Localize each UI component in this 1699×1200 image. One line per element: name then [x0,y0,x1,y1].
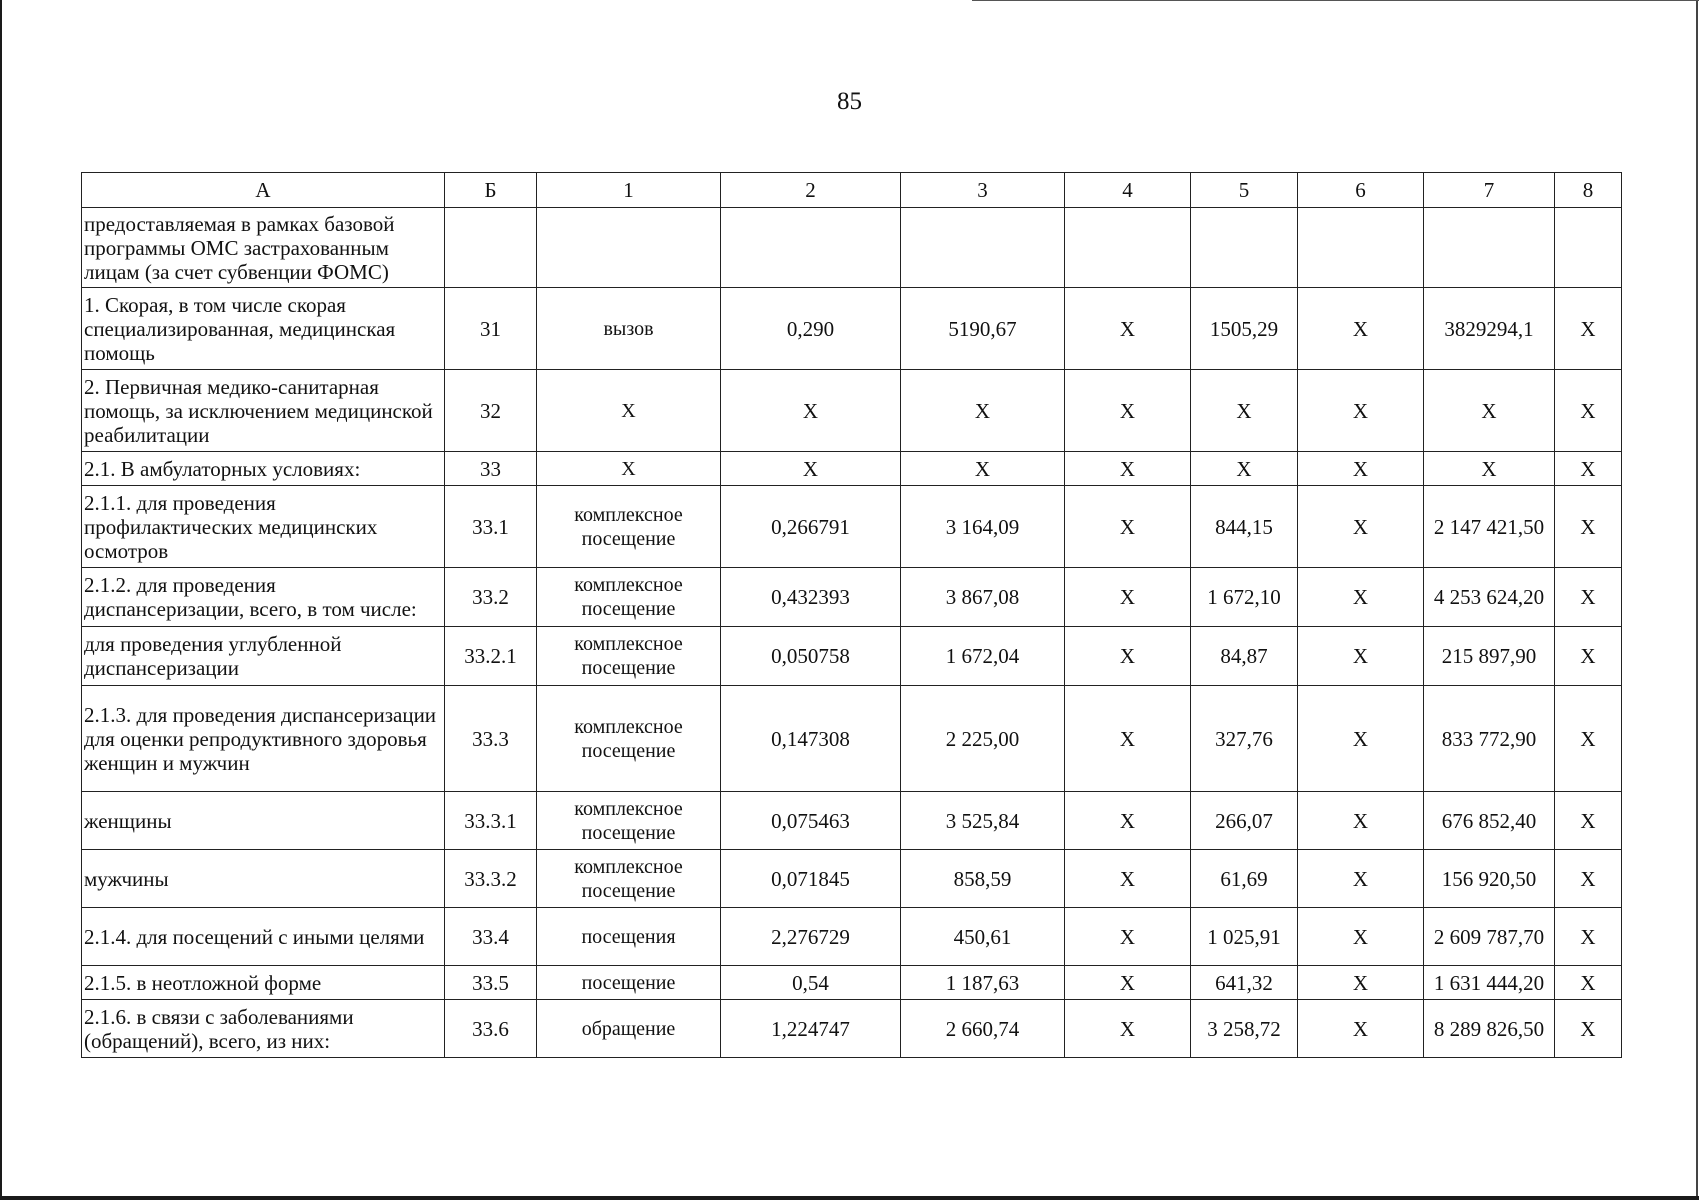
row-col5-cell: X [1191,452,1298,486]
row-col5-cell: 3 258,72 [1191,1000,1298,1058]
table-row [82,452,1622,486]
row-col3-cell: 450,61 [901,908,1065,966]
table-row [82,792,1622,850]
row-name-cell: предоставляемая в рамках базовой программы ОМС застрахованным лицам (за счет субвенции ФОМС) [82,208,445,288]
row-col8-cell: X [1555,1000,1622,1058]
header-cell-a: А [82,173,445,208]
row-col8-cell: X [1555,486,1622,568]
row-code-cell: 33.2 [445,568,537,627]
row-col7-cell: 1 631 444,20 [1424,966,1555,1000]
row-unit-cell: комплексное посещение [537,850,721,908]
row-col7-cell: 3829294,1 [1424,288,1555,370]
row-col8-cell: X [1555,568,1622,627]
header-cell-7: 7 [1424,173,1555,208]
row-col7-cell: 2 147 421,50 [1424,486,1555,568]
row-col2-cell: 0,54 [721,966,901,1000]
row-code-cell: 33.2.1 [445,627,537,686]
row-col4-cell: X [1065,850,1191,908]
row-unit-cell: обращение [537,1000,721,1058]
row-col8-cell [1555,208,1622,288]
row-col4-cell: X [1065,792,1191,850]
row-col2-cell: 0,071845 [721,850,901,908]
row-col3-cell: 858,59 [901,850,1065,908]
table-row [82,966,1622,1000]
row-col4-cell: X [1065,686,1191,792]
row-name-cell: 2.1.6. в связи с заболеваниями (обращений), всего, из них: [82,1000,445,1058]
row-unit-cell: комплексное посещение [537,792,721,850]
row-col5-cell [1191,208,1298,288]
row-code-cell: 33.1 [445,486,537,568]
row-col5-cell: X [1191,370,1298,452]
row-col5-cell: 266,07 [1191,792,1298,850]
row-unit-cell: комплексное посещение [537,568,721,627]
row-code-cell: 33.4 [445,908,537,966]
table-row [82,370,1622,452]
row-col3-cell: 2 660,74 [901,1000,1065,1058]
row-unit-cell [537,208,721,288]
row-col2-cell: 0,075463 [721,792,901,850]
row-col7-cell [1424,208,1555,288]
row-col5-cell: 641,32 [1191,966,1298,1000]
header-cell-4: 4 [1065,173,1191,208]
row-col8-cell: X [1555,792,1622,850]
row-name-cell: 2.1.5. в неотложной форме [82,966,445,1000]
row-col8-cell: X [1555,370,1622,452]
row-col6-cell: X [1298,908,1424,966]
header-cell-1: 1 [537,173,721,208]
row-col4-cell: X [1065,966,1191,1000]
row-col3-cell: 2 225,00 [901,686,1065,792]
row-col7-cell: 676 852,40 [1424,792,1555,850]
row-code-cell: 33.3 [445,686,537,792]
scan-top-rule [972,0,1699,1]
table-body [82,208,1622,1058]
row-name-cell: 2.1. В амбулаторных условиях: [82,452,445,486]
row-name-cell: 1. Скорая, в том числе скорая специализированная, медицинская помощь [82,288,445,370]
row-col4-cell: X [1065,370,1191,452]
row-code-cell: 31 [445,288,537,370]
table-row [82,627,1622,686]
row-col8-cell: X [1555,966,1622,1000]
row-col4-cell: X [1065,288,1191,370]
table-header-row [82,173,1622,208]
scan-right-edge [1696,0,1698,1200]
row-col2-cell: 1,224747 [721,1000,901,1058]
row-col6-cell: X [1298,288,1424,370]
row-col4-cell: X [1065,627,1191,686]
row-col6-cell: X [1298,568,1424,627]
table-row [82,568,1622,627]
header-cell-b: Б [445,173,537,208]
row-col6-cell: X [1298,452,1424,486]
table-row [82,208,1622,288]
row-col7-cell: X [1424,452,1555,486]
row-code-cell: 32 [445,370,537,452]
row-col5-cell: 84,87 [1191,627,1298,686]
row-name-cell: для проведения углубленной диспансеризации [82,627,445,686]
row-col8-cell: X [1555,850,1622,908]
row-unit-cell: комплексное посещение [537,627,721,686]
row-name-cell: женщины [82,792,445,850]
row-col7-cell: 156 920,50 [1424,850,1555,908]
row-col6-cell: X [1298,850,1424,908]
row-col3-cell: 1 187,63 [901,966,1065,1000]
row-col6-cell: X [1298,486,1424,568]
row-col3-cell: 3 164,09 [901,486,1065,568]
row-col5-cell: 1 672,10 [1191,568,1298,627]
row-col4-cell [1065,208,1191,288]
row-col8-cell: X [1555,288,1622,370]
row-col4-cell: X [1065,568,1191,627]
table-row [82,288,1622,370]
row-col6-cell: X [1298,966,1424,1000]
row-col7-cell: 4 253 624,20 [1424,568,1555,627]
row-col2-cell: 0,290 [721,288,901,370]
row-code-cell: 33.6 [445,1000,537,1058]
row-name-cell: 2.1.1. для проведения профилактических медицинских осмотров [82,486,445,568]
row-code-cell: 33.3.1 [445,792,537,850]
row-col5-cell: 1 025,91 [1191,908,1298,966]
row-col4-cell: X [1065,486,1191,568]
row-col7-cell: 833 772,90 [1424,686,1555,792]
row-code-cell: 33.3.2 [445,850,537,908]
row-col8-cell: X [1555,908,1622,966]
row-col5-cell: 327,76 [1191,686,1298,792]
table-row [82,1000,1622,1058]
row-unit-cell: комплексное посещение [537,486,721,568]
row-name-cell: 2.1.3. для проведения диспансеризации для оценки репродуктивного здоровья женщин и мужчин [82,686,445,792]
row-col7-cell: 2 609 787,70 [1424,908,1555,966]
row-col3-cell: 5190,67 [901,288,1065,370]
row-col5-cell: 1505,29 [1191,288,1298,370]
row-code-cell: 33 [445,452,537,486]
row-unit-cell: X [537,370,721,452]
row-col3-cell: X [901,370,1065,452]
row-col4-cell: X [1065,452,1191,486]
row-col7-cell: X [1424,370,1555,452]
row-name-cell: 2.1.2. для проведения диспансеризации, всего, в том числе: [82,568,445,627]
row-unit-cell: комплексное посещение [537,686,721,792]
tariff-table [81,172,1622,1058]
row-col6-cell: X [1298,1000,1424,1058]
row-col4-cell: X [1065,1000,1191,1058]
header-cell-6: 6 [1298,173,1424,208]
row-col5-cell: 844,15 [1191,486,1298,568]
row-col3-cell: X [901,452,1065,486]
row-col8-cell: X [1555,627,1622,686]
row-col7-cell: 8 289 826,50 [1424,1000,1555,1058]
row-unit-cell: вызов [537,288,721,370]
scan-bottom-edge [0,1196,1699,1200]
row-col6-cell: X [1298,627,1424,686]
row-col5-cell: 61,69 [1191,850,1298,908]
row-col2-cell: X [721,370,901,452]
table-row [82,908,1622,966]
row-col8-cell: X [1555,686,1622,792]
scan-left-edge [0,0,2,1200]
header-cell-5: 5 [1191,173,1298,208]
row-col3-cell: 3 525,84 [901,792,1065,850]
row-col3-cell [901,208,1065,288]
row-col2-cell: 0,432393 [721,568,901,627]
table-row [82,486,1622,568]
row-col3-cell: 1 672,04 [901,627,1065,686]
header-cell-3: 3 [901,173,1065,208]
row-col2-cell: 0,050758 [721,627,901,686]
row-name-cell: мужчины [82,850,445,908]
row-col4-cell: X [1065,908,1191,966]
row-col6-cell [1298,208,1424,288]
row-unit-cell: посещение [537,966,721,1000]
row-code-cell: 33.5 [445,966,537,1000]
row-col2-cell: 0,266791 [721,486,901,568]
row-col6-cell: X [1298,370,1424,452]
header-cell-2: 2 [721,173,901,208]
row-name-cell: 2. Первичная медико-санитарная помощь, за исключением медицинской реабилитации [82,370,445,452]
row-unit-cell: посещения [537,908,721,966]
row-col6-cell: X [1298,792,1424,850]
table-row [82,850,1622,908]
row-col2-cell [721,208,901,288]
row-col3-cell: 3 867,08 [901,568,1065,627]
row-col8-cell: X [1555,452,1622,486]
row-col2-cell: X [721,452,901,486]
row-col2-cell: 2,276729 [721,908,901,966]
page-number: 85 [837,88,862,115]
row-name-cell: 2.1.4. для посещений с иными целями [82,908,445,966]
row-code-cell [445,208,537,288]
row-col2-cell: 0,147308 [721,686,901,792]
table-row [82,686,1622,792]
row-col6-cell: X [1298,686,1424,792]
header-cell-8: 8 [1555,173,1622,208]
row-col7-cell: 215 897,90 [1424,627,1555,686]
row-unit-cell: X [537,452,721,486]
